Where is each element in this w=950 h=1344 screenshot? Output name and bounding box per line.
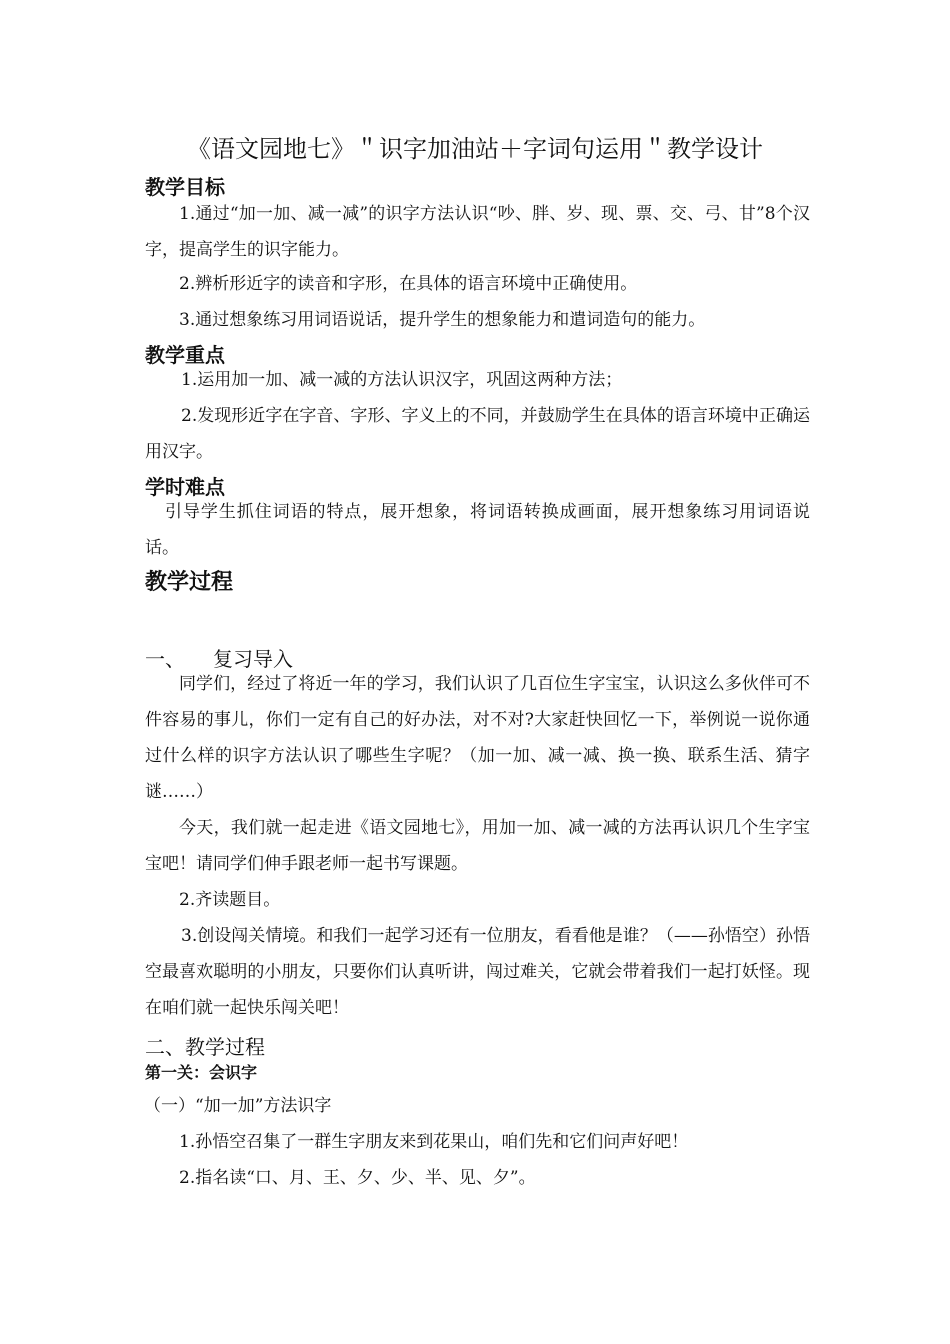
section-1-title: 复习导入 — [213, 647, 293, 671]
key-point-item-1: 1.运用加一加、减一减的方法认识汉字，巩固这两种方法； — [181, 370, 623, 390]
section-1-paragraph-4: 3.创设闯关情境。和我们一起学习还有一位朋友，看看他是谁？（——孙悟空）孙悟空最喜欢聪明的小朋友，只要你们认真听讲，闯过难关，它就会带着我们一起打妖怪。现在咱们就一起快乐闯关吧！ — [145, 926, 810, 1018]
process-heading: 教学过程 — [145, 570, 234, 595]
section-2-line-1: 1.孙悟空召集了一群生字朋友来到花果山，咱们先和它们问声好吧！ — [179, 1132, 689, 1152]
sub-section-1-title: （一）“加一加”方法识字 — [144, 1096, 332, 1116]
goal-item-1: 1.通过“加一加、减一减”的识字方法认识“吵、胖、岁、现、票、交、弓、甘”8个汉字，提高学生的识字能力。 — [145, 204, 810, 260]
difficulties-text: 引导学生抓住词语的特点，展开想象，将词语转换成画面，展开想象练习用词语说话。 — [145, 502, 810, 558]
difficulties-heading: 学时难点 — [145, 475, 225, 499]
section-1-paragraph-2: 今天，我们就一起走进《语文园地七》，用加一加、减一减的方法再认识几个生字宝宝吧！请同学们伸手跟老师一起书写课题。 — [145, 818, 810, 874]
section-1-paragraph-3: 2.齐读题目。 — [179, 890, 281, 910]
section-2-line-2: 2.指名读“口、月、王、夕、少、半、见、夕”。 — [179, 1168, 536, 1188]
section-1-paragraph-1: 同学们，经过了将近一年的学习，我们认识了几百位生字宝宝，认识这么多伙伴可不件容易的事儿，你们一定有自己的好办法，对不对?大家赶快回忆一下，举例说一说你通过什么样的识字方法认识了哪些生字呢？（加一加、减一减、换一换、联系生活、猜字谜……） — [145, 674, 810, 802]
section-1-number: 一、 — [145, 647, 185, 671]
document-title: 《语文园地七》＂识字加油站＋字词句运用＂教学设计 — [187, 135, 763, 163]
goal-item-2: 2.辨析形近字的读音和字形，在具体的语言环境中正确使用。 — [179, 274, 638, 294]
key-point-item-2: 2.发现形近字在字音、字形、字义上的不同，并鼓励学生在具体的语言环境中正确运用汉字。 — [145, 406, 810, 462]
goals-heading: 教学目标 — [145, 175, 225, 199]
level-1-heading: 第一关：会识字 — [145, 1063, 258, 1082]
key-points-heading: 教学重点 — [145, 343, 225, 367]
goal-item-3: 3.通过想象练习用词语说话，提升学生的想象能力和遣词造句的能力。 — [179, 310, 706, 330]
section-2-title: 二、教学过程 — [145, 1035, 265, 1059]
